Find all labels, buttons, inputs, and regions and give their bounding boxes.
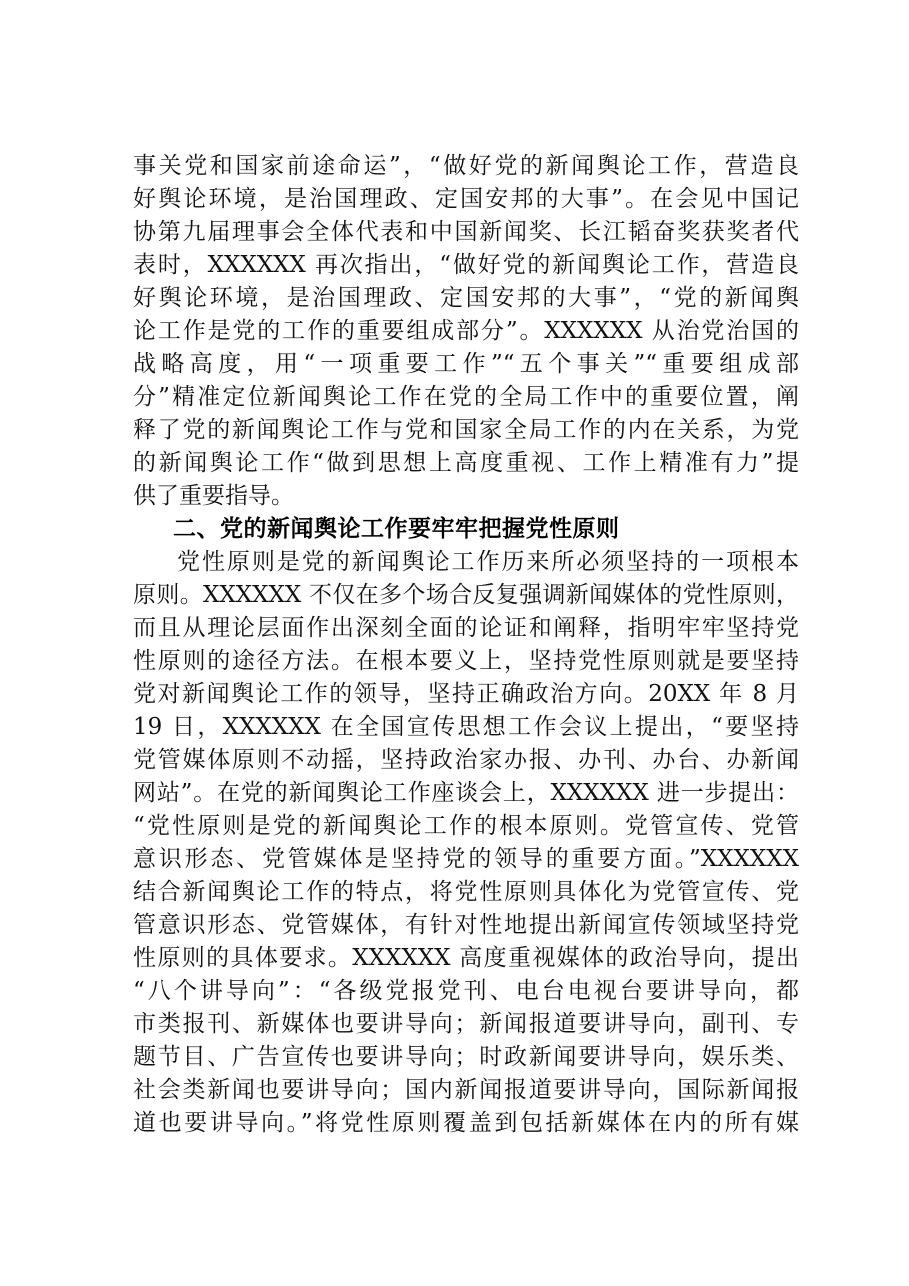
text-line: 原则。XXXXXX 不仅在多个场合反复强调新闻媒体的党性原则，: [133, 582, 799, 608]
section-heading: 二、党的新闻舆论工作要牢牢把握党性原则: [173, 516, 620, 542]
text-line: 供了重要指导。: [133, 483, 294, 509]
text-line: 的新闻舆论工作“做到思想上高度重视、工作上精准有力”提: [133, 450, 799, 476]
text-line: 管意识形态、党管媒体，有针对性地提出新闻宣传领域坚持党: [133, 912, 799, 938]
text-line: 论工作是党的工作的重要组成部分”。XXXXXX 从治党治国的: [133, 318, 799, 344]
text-line: 党管媒体原则不动摇，坚持政治家办报、办刊、办台、办新闻: [133, 747, 799, 773]
text-line: 协第九届理事会全体代表和中国新闻奖、长江韬奋奖获奖者代: [133, 219, 799, 245]
text-line: 党性原则是党的新闻舆论工作历来所必须坚持的一项根本: [177, 549, 799, 575]
text-line: 网站”。在党的新闻舆论工作座谈会上，XXXXXX 进一步提出：: [133, 780, 799, 806]
text-line: 好舆论环境，是治国理政、定国安邦的大事”，“党的新闻舆: [133, 285, 799, 311]
text-line: 性原则的途径方法。在根本要义上，坚持党性原则就是要坚持: [133, 648, 799, 674]
paragraph-party-principle: [133, 546, 799, 1140]
text-line: 分”精准定位新闻舆论工作在党的全局工作中的重要位置，阐: [133, 384, 799, 410]
text-line: 社会类新闻也要讲导向；国内新闻报道要讲导向，国际新闻报: [133, 1077, 799, 1103]
text-line: 好舆论环境，是治国理政、定国安邦的大事”。在会见中国记: [133, 186, 799, 212]
text-line: “八个讲导向”：“各级党报党刊、电台电视台要讲导向，都: [133, 978, 799, 1004]
text-line: 题节目、广告宣传也要讲导向；时政新闻要讲导向，娱乐类、: [133, 1044, 799, 1070]
text-line: 表时，XXXXXX 再次指出，“做好党的新闻舆论工作，营造良: [133, 252, 799, 278]
text-line: 市类报刊、新媒体也要讲导向；新闻报道要讲导向，副刊、专: [133, 1011, 799, 1037]
text-line: 党对新闻舆论工作的领导，坚持正确政治方向。20XX 年 8 月: [133, 681, 799, 707]
text-line: 结合新闻舆论工作的特点，将党性原则具体化为党管宣传、党: [133, 879, 799, 905]
text-line: 性原则的具体要求。XXXXXX 高度重视媒体的政治导向，提出: [133, 945, 799, 971]
text-line: “党性原则是党的新闻舆论工作的根本原则。党管宣传、党管: [133, 813, 799, 839]
text-line: 事关党和国家前途命运”，“做好党的新闻舆论工作，营造良: [133, 153, 799, 179]
document-page: [133, 150, 799, 1140]
text-line: 19 日，XXXXXX 在全国宣传思想工作会议上提出，“要坚持: [133, 714, 799, 740]
text-line: 道也要讲导向。”将党性原则覆盖到包括新媒体在内的所有媒: [133, 1110, 799, 1136]
text-line: 战略高度，用“一项重要工作”“五个事关”“重要组成部: [133, 351, 799, 377]
text-line: 释了党的新闻舆论工作与党和国家全局工作的内在关系，为党: [133, 417, 799, 443]
text-line: 意识形态、党管媒体是坚持党的领导的重要方面。”XXXXXX: [133, 846, 799, 872]
paragraph-continuation: [133, 150, 799, 513]
text-line: 而且从理论层面作出深刻全面的论证和阐释，指明牢牢坚持党: [133, 615, 799, 641]
